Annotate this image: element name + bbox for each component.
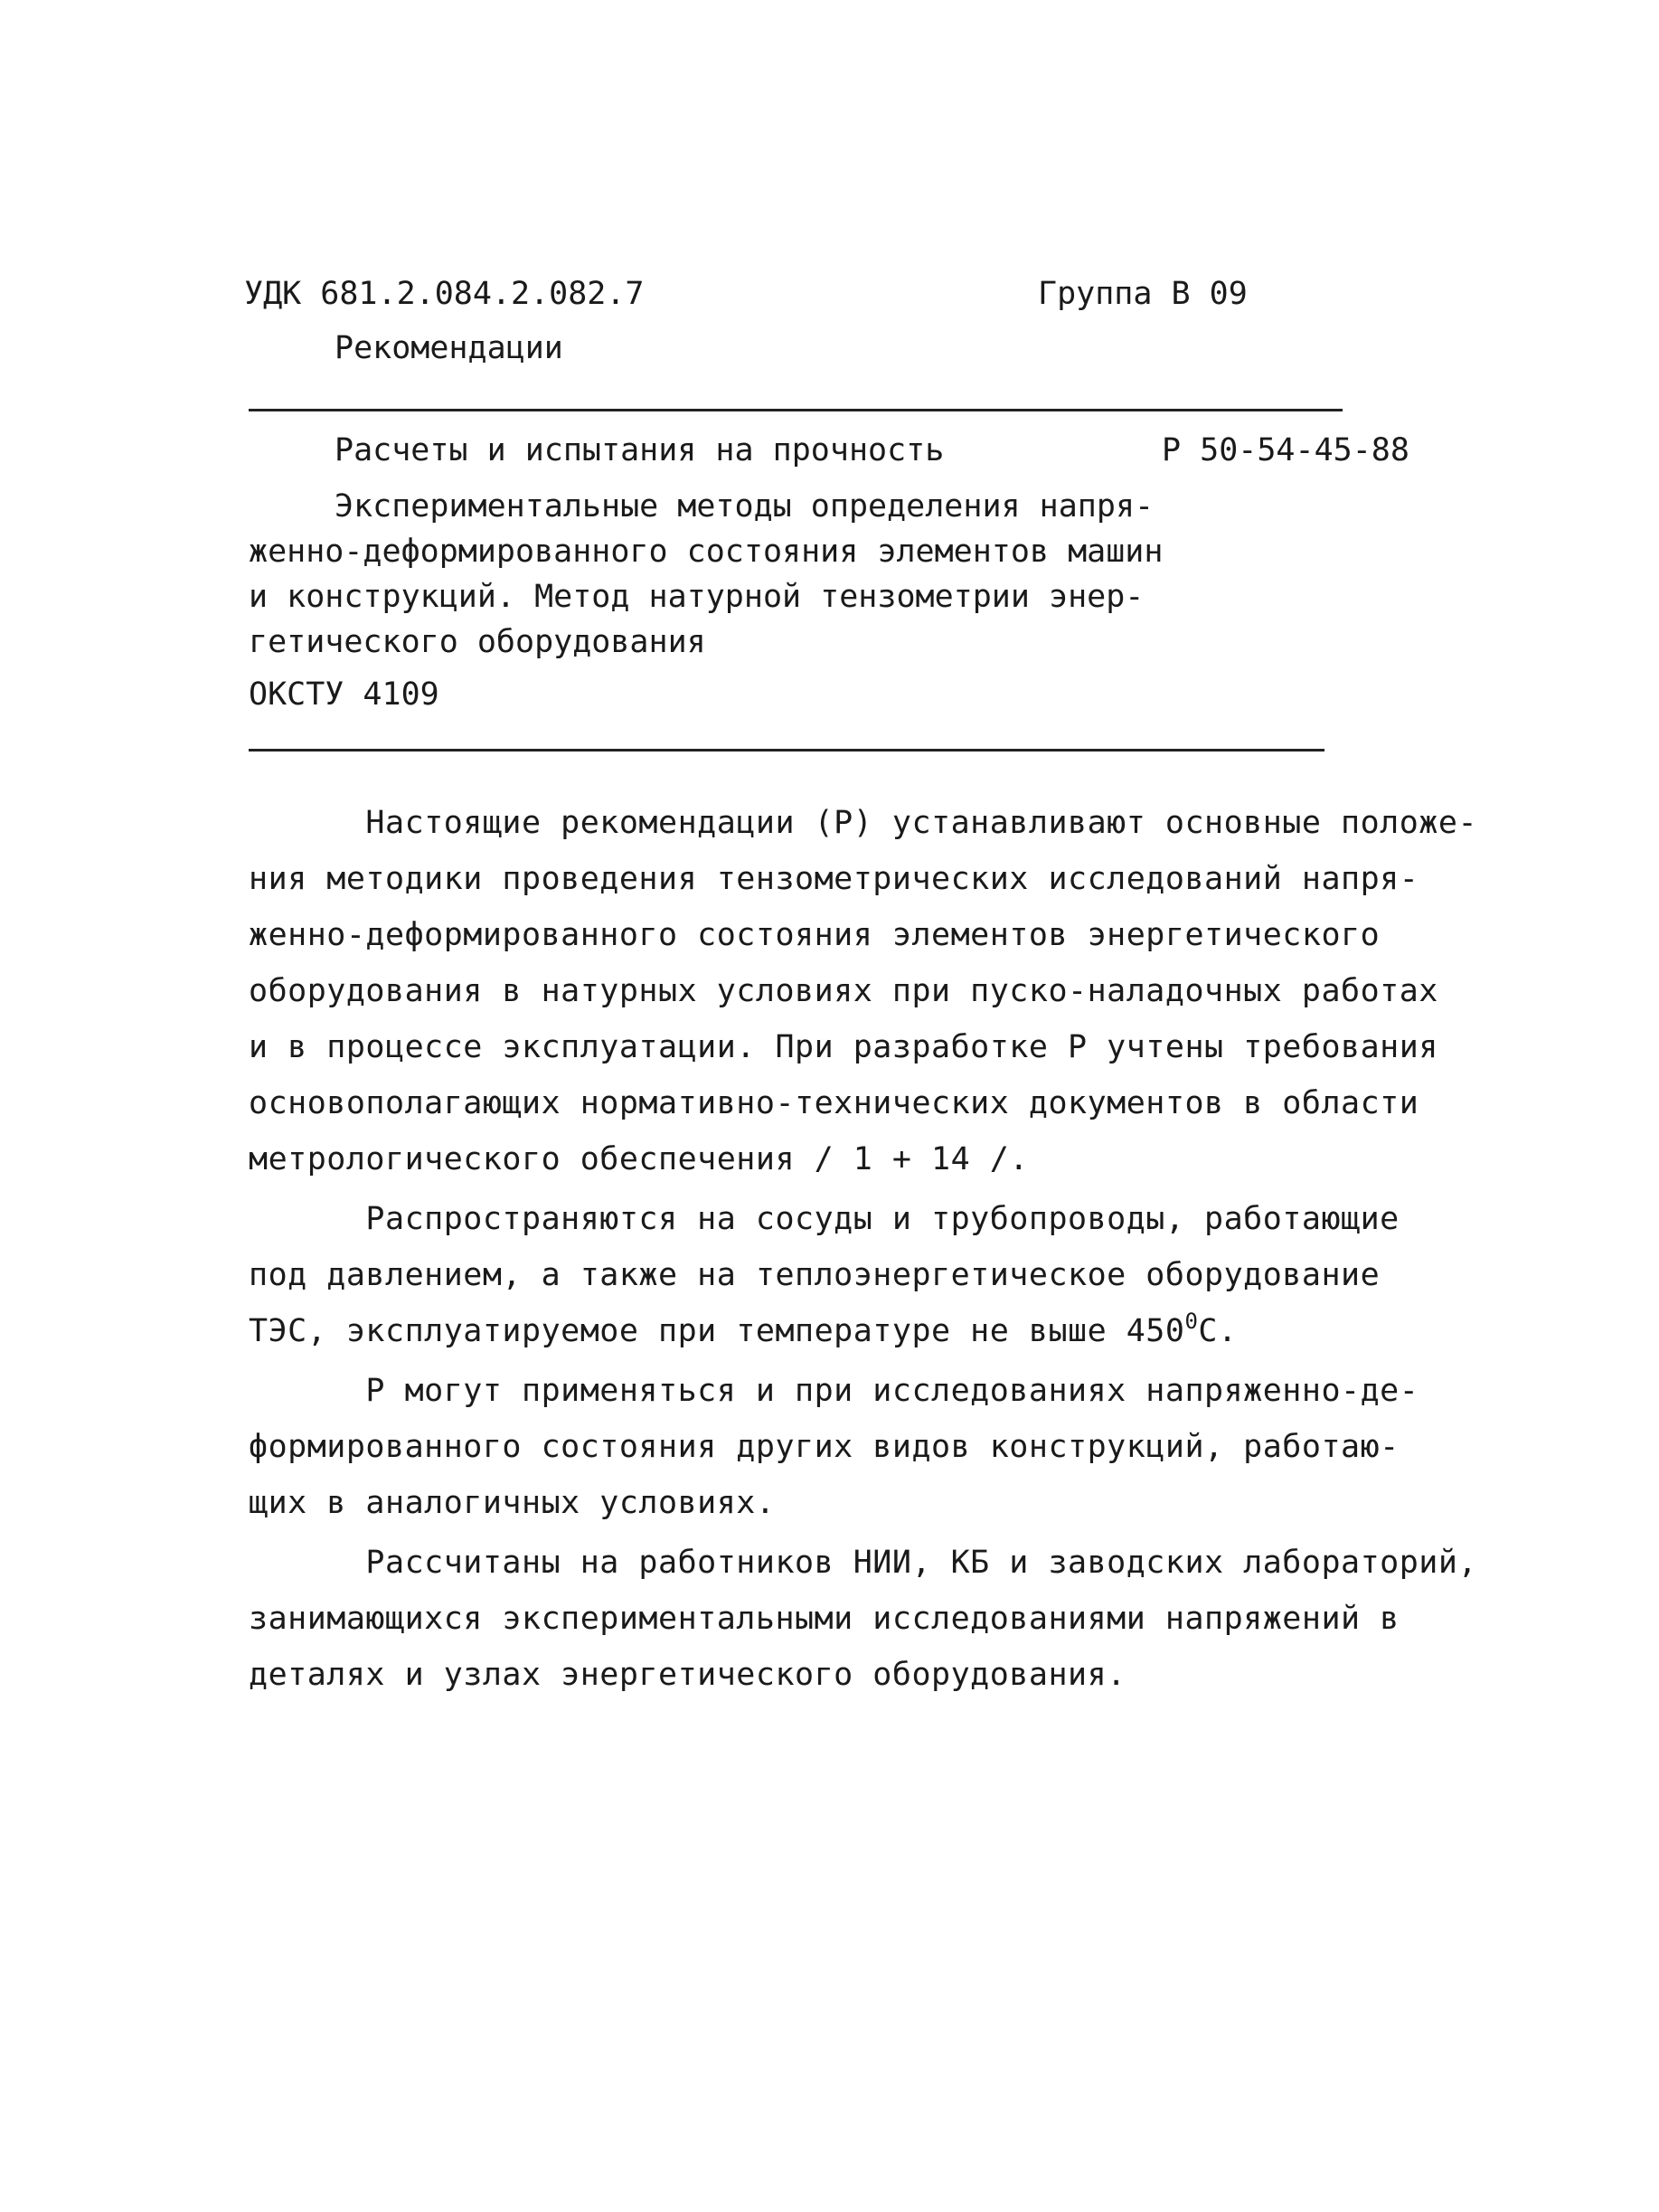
paragraph-line: женно-деформированного состояния элементов энергетического xyxy=(249,917,1381,953)
degree-superscript: 0 xyxy=(1184,1309,1199,1334)
subtitle-line: и конструкций. Метод натурной тензометрии энер- xyxy=(249,579,1145,615)
paragraph-line: Рассчитаны на работников НИИ, КБ и заводских лабораторий, xyxy=(249,1545,1478,1581)
paragraph-line: метрологического обеспечения / 1 + 14 /. xyxy=(249,1141,1029,1177)
subtitle-line: женно-деформированного состояния элементов машин xyxy=(249,534,1164,570)
paragraph-line: Распространяются на сосуды и трубопроводы, работающие xyxy=(249,1201,1400,1237)
temperature-unit: С. xyxy=(1198,1313,1238,1349)
temperature-text: ТЭС, эксплуатируемое при температуре не выше 450 xyxy=(249,1313,1185,1349)
paragraph-line: формированного состояния других видов конструкций, работаю- xyxy=(249,1429,1400,1465)
paragraph-line: ния методики проведения тензометрических исследований напря- xyxy=(249,861,1419,897)
paragraph-line: основополагающих нормативно-технических документов в области xyxy=(249,1085,1419,1121)
subtitle-line: гетического оборудования xyxy=(249,624,706,660)
paragraph-line: деталях и узлах энергетического оборудования. xyxy=(249,1657,1126,1693)
paragraph-line: и в процессе эксплуатации. При разработке Р учтены требования xyxy=(249,1029,1438,1065)
top-divider xyxy=(249,409,1343,411)
document-type: Рекомендации xyxy=(335,330,563,366)
bottom-divider xyxy=(249,749,1324,752)
paragraph-line: щих в аналогичных условиях. xyxy=(249,1485,776,1521)
document-code: Р 50-54-45-88 xyxy=(1162,432,1409,468)
udk-code: УДК 681.2.084.2.082.7 xyxy=(244,276,645,312)
group-label: Группа В 09 xyxy=(1038,276,1248,312)
okstu-code: ОКСТУ 4109 xyxy=(249,676,439,713)
paragraph-line xyxy=(249,1309,1238,1349)
paragraph-line: под давлением, а также на теплоэнергетическое оборудование xyxy=(249,1257,1381,1293)
paragraph-line: оборудования в натурных условиях при пуско-наладочных работах xyxy=(249,973,1438,1009)
paragraph-line: Р могут применяться и при исследованиях напряженно-де- xyxy=(249,1373,1419,1409)
document-title: Расчеты и испытания на прочность xyxy=(335,432,945,468)
paragraph-line: занимающихся экспериментальными исследованиями напряжений в xyxy=(249,1601,1400,1637)
paragraph-line: Настоящие рекомендации (Р) устанавливают основные положе- xyxy=(249,805,1478,841)
subtitle-line: Экспериментальные методы определения напря- xyxy=(335,488,1155,525)
